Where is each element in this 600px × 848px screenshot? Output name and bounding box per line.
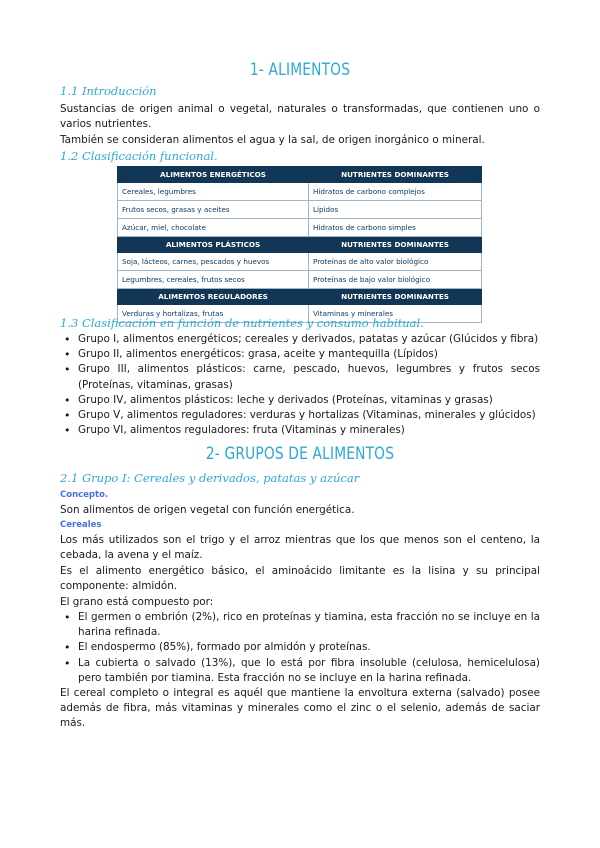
table-row [118, 271, 482, 289]
table-header-row [118, 237, 482, 253]
table-header-cell: ALIMENTOS REGULADORES [118, 289, 309, 305]
table-header-cell: ALIMENTOS PLÁSTICOS [118, 237, 309, 253]
introduction-heading: 1.1 Introducción [60, 84, 157, 98]
introduction-paragraph-1: Sustancias de origen animal o vegetal, naturales o transformadas, que contienen uno o varios nutrientes. [60, 103, 540, 131]
table-row [118, 219, 482, 237]
table-cell: Hidratos de carbono simples [309, 219, 482, 237]
grain-composition-list [60, 610, 540, 686]
table-header-cell: NUTRIENTES DOMINANTES [309, 237, 482, 253]
table-header-cell: NUTRIENTES DOMINANTES [309, 167, 482, 183]
table-header-row [118, 289, 482, 305]
functional-classification-heading: 1.2 Clasificación funcional. [60, 149, 218, 163]
table-cell: Proteínas de alto valor biológico [309, 253, 482, 271]
group-1-heading: 2.1 Grupo I: Cereales y derivados, patatas y azúcar [60, 471, 360, 485]
table-row [118, 183, 482, 201]
list-item: • Grupo III, alimentos plásticos: carne, pescado, huevos, legumbres y frutos secos (Proteínas, vitaminas, grasas) [60, 362, 540, 392]
table-row [118, 201, 482, 219]
table-cell: Verduras y hortalizas, frutas [118, 305, 309, 323]
table-cell: Cereales, legumbres [118, 183, 309, 201]
table-row [118, 253, 482, 271]
consumption-classification-heading: 1.3 Clasificación en función de nutrientes y consumo habitual. [60, 316, 424, 330]
section-1-title: 1- ALIMENTOS [249, 60, 351, 80]
table-header-cell: ALIMENTOS ENERGÉTICOS [118, 167, 309, 183]
table-header-row [118, 167, 482, 183]
table-cell: Hidratos de carbono complejos [309, 183, 482, 201]
cereals-paragraph-2: Es el alimento energético básico, el aminoácido limitante es la lisina y su principal componente: almidón. [60, 565, 540, 593]
grain-composition-intro: El grano está compuesto por: [60, 596, 214, 608]
concept-label: Concepto. [60, 490, 109, 500]
table-cell: Proteínas de bajo valor biológico [309, 271, 482, 289]
whole-grain-paragraph: El cereal completo o integral es aquél que mantiene la envoltura externa (salvado) posee además de fibra, más vitaminas y minerales como el zinc o el selenio, además de saciar más. [60, 687, 540, 730]
consumption-groups-list [60, 332, 540, 438]
cereals-paragraph-1: Los más utilizados son el trigo y el arroz mientras que los que menos son el centeno, la cebada, la avena y el maíz. [60, 534, 540, 562]
table-cell: Azúcar, miel, chocolate [118, 219, 309, 237]
list-item: • Grupo V, alimentos reguladores: verduras y hortalizas (Vitaminas, minerales y glúcidos) [60, 408, 540, 423]
list-item: • Grupo VI, alimentos reguladores: fruta (Vitaminas y minerales) [60, 423, 540, 438]
cereals-label: Cereales [60, 520, 102, 530]
section-2-title: 2- GRUPOS DE ALIMENTOS [205, 444, 395, 464]
table-cell: Soja, lácteos, carnes, pescados y huevos [118, 253, 309, 271]
list-item: • Grupo II, alimentos energéticos: grasa, aceite y mantequilla (Lípidos) [60, 347, 540, 362]
list-item: • Grupo IV, alimentos plásticos: leche y derivados (Proteínas, vitaminas y grasas) [60, 393, 540, 408]
table-cell: Frutos secos, grasas y aceites [118, 201, 309, 219]
introduction-paragraph-2: También se consideran alimentos el agua y la sal, de origen inorgánico o mineral. [60, 134, 485, 146]
table-cell: Legumbres, cereales, frutos secos [118, 271, 309, 289]
functional-classification-table [117, 166, 482, 323]
list-item: • La cubierta o salvado (13%), que lo está por fibra insoluble (celulosa, hemicelulosa) pero también por tiamina. Esta fracción no se incluye en la harina refinada. [60, 656, 540, 686]
concept-paragraph: Son alimentos de origen vegetal con función energética. [60, 504, 355, 516]
table-cell: Lípidos [309, 201, 482, 219]
table-header-cell: NUTRIENTES DOMINANTES [309, 289, 482, 305]
list-item: • Grupo I, alimentos energéticos; cereales y derivados, patatas y azúcar (Glúcidos y fibra) [60, 332, 540, 347]
table-cell: Vitaminas y minerales [309, 305, 482, 323]
list-item: • El endospermo (85%), formado por almidón y proteínas. [60, 640, 540, 655]
list-item: • El germen o embrión (2%), rico en proteínas y tiamina, esta fracción no se incluye en la harina refinada. [60, 610, 540, 640]
